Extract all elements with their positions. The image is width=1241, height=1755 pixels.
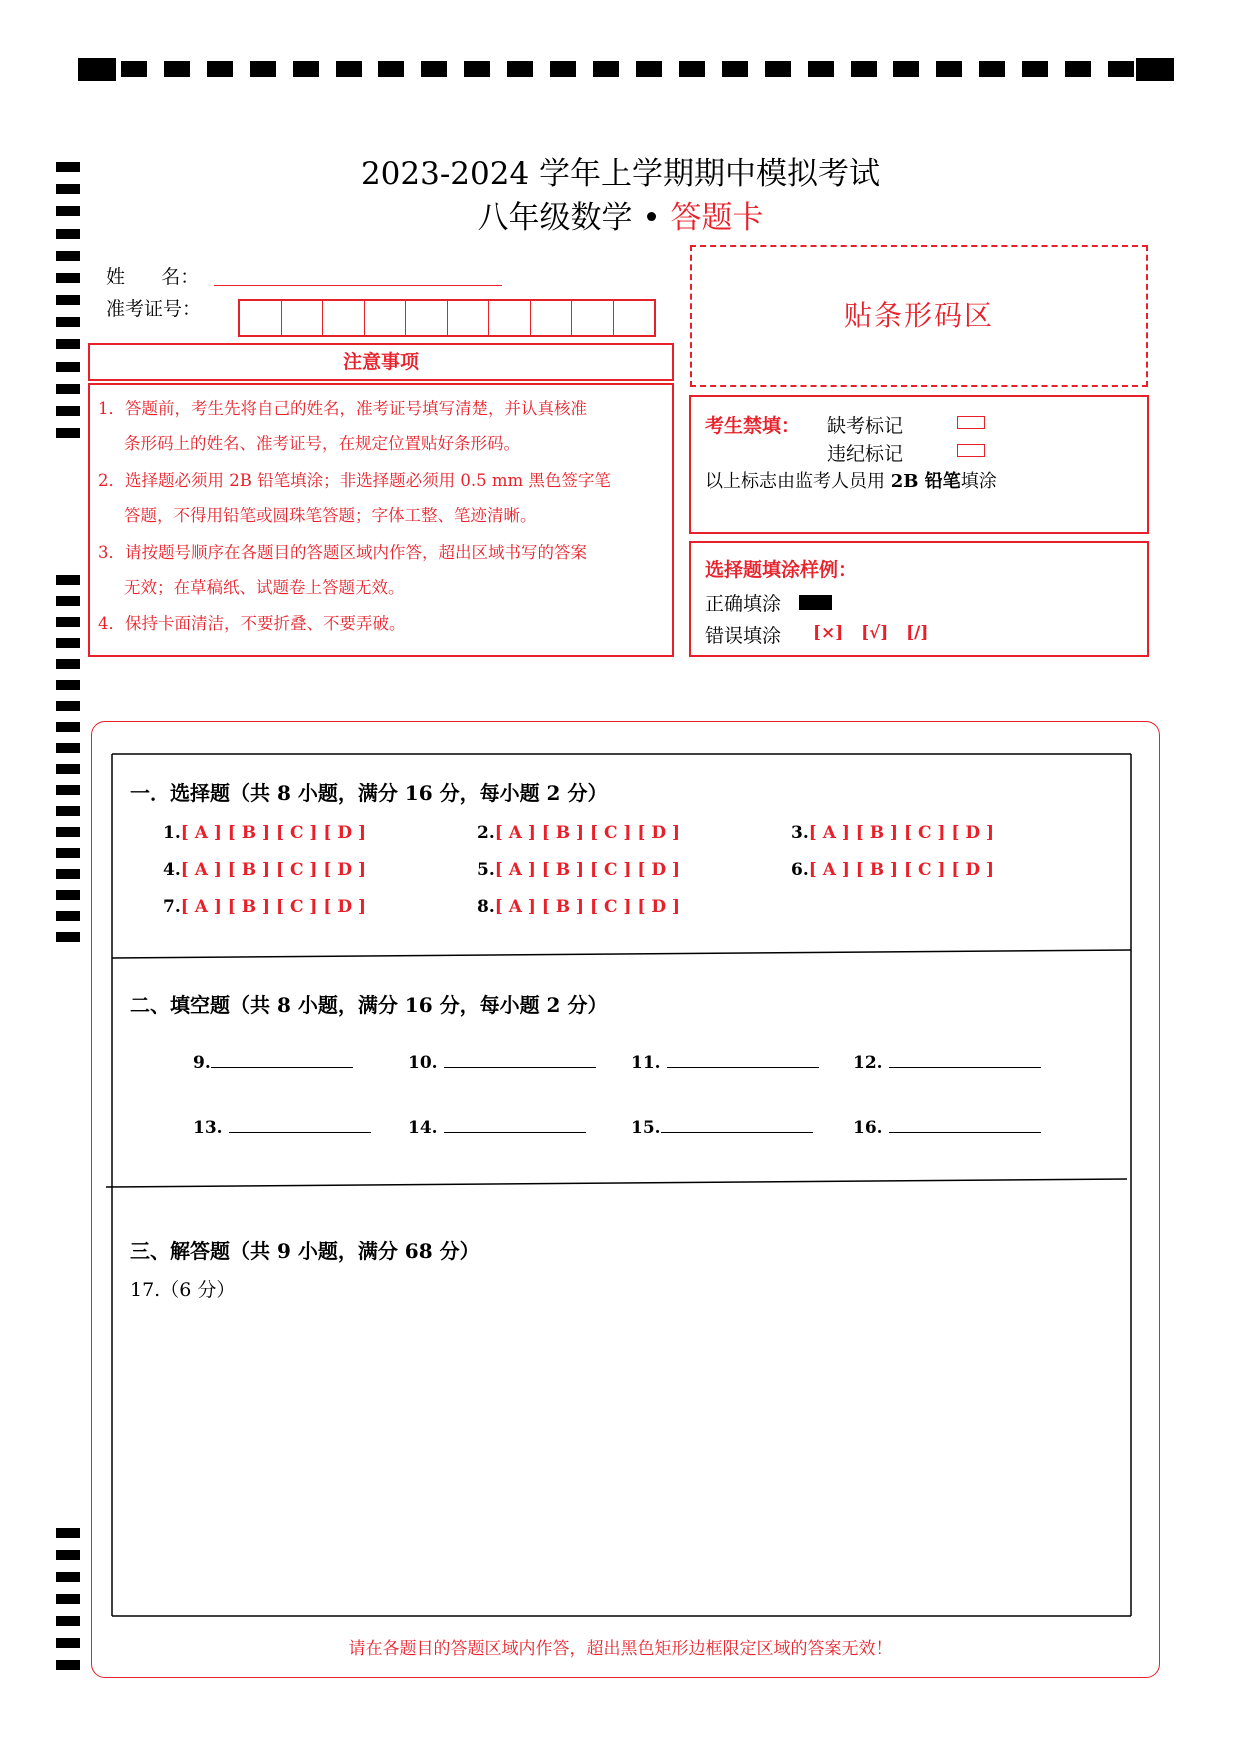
name-label: 姓 名： — [106, 266, 200, 288]
section1-title: 一．选择题（共 8 小题，满分 16 分，每小题 2 分） — [130, 781, 608, 805]
choice-question-7[interactable]: 7.[ A ] [ B ] [ C ] [ D ] — [163, 897, 367, 917]
question-17-answer-area[interactable] — [114, 1305, 1129, 1613]
blank-question-11[interactable]: 11. — [631, 1051, 819, 1073]
proctor-only-label: 考生禁填： — [705, 415, 801, 437]
absent-mark-label: 缺考标记 — [827, 415, 904, 437]
choice-question-8[interactable]: 8.[ A ] [ B ] [ C ] [ D ] — [477, 897, 681, 917]
exam-title: 2023-2024 学年上学期期中模拟考试 — [360, 156, 881, 192]
notice-line: 答题，不得用铅笔或圆珠笔答题；字体工整、笔迹清晰。 — [124, 506, 537, 525]
blank-question-13[interactable]: 13. — [193, 1116, 371, 1138]
choice-question-4[interactable]: 4.[ A ] [ B ] [ C ] [ D ] — [163, 860, 367, 880]
choice-question-6[interactable]: 6.[ A ] [ B ] [ C ] [ D ] — [791, 860, 995, 880]
section3-title: 三、解答题（共 9 小题，满分 68 分） — [130, 1239, 480, 1263]
notice-line: 2．选择题必须用 2B 铅笔填涂；非选择题必须用 0.5 mm 黑色签字笔 — [98, 471, 611, 490]
wrong-fill-label: 错误填涂 — [705, 625, 782, 647]
blank-question-10[interactable]: 10. — [408, 1051, 596, 1073]
fill-sample-title: 选择题填涂样例： — [705, 559, 858, 581]
blank-question-9[interactable]: 9. — [193, 1051, 353, 1073]
choice-question-5[interactable]: 5.[ A ] [ B ] [ C ] [ D ] — [477, 860, 681, 880]
notice-title: 注意事项 — [88, 343, 674, 381]
proctor-note: 以上标志由监考人员用 2B 铅笔填涂 — [705, 471, 997, 492]
blank-question-16[interactable]: 16. — [853, 1116, 1041, 1138]
wrong-fill-samples: [×] [√] [/] — [813, 623, 929, 643]
violation-mark-label: 违纪标记 — [827, 443, 904, 465]
choice-question-3[interactable]: 3.[ A ] [ B ] [ C ] [ D ] — [791, 823, 995, 843]
answer-card-label: 答题卡 — [670, 200, 764, 236]
notice-line: 3．请按题号顺序在各题目的答题区域内作答，超出区域书写的答案 — [98, 543, 587, 562]
footer-warning: 请在各题目的答题区域内作答，超出黑色矩形边框限定区域的答案无效！ — [348, 1639, 893, 1659]
correct-fill-label: 正确填涂 — [705, 593, 782, 615]
question-17-label: 17.（6 分） — [130, 1279, 236, 1301]
barcode-area: 贴条形码区 — [690, 245, 1148, 387]
id-label: 准考证号： — [106, 298, 202, 320]
notice-line: 无效；在草稿纸、试题卷上答题无效。 — [124, 578, 405, 597]
choice-question-2[interactable]: 2.[ A ] [ B ] [ C ] [ D ] — [477, 823, 681, 843]
notice-line: 1．答题前，考生先将自己的姓名，准考证号填写清楚，并认真核准 — [98, 399, 587, 418]
section2-title: 二、填空题（共 8 小题，满分 16 分，每小题 2 分） — [130, 993, 608, 1017]
choice-question-1[interactable]: 1.[ A ] [ B ] [ C ] [ D ] — [163, 823, 367, 843]
notice-line: 条形码上的姓名、准考证号，在规定位置贴好条形码。 — [124, 434, 520, 453]
subject-label: 八年级数学 • — [477, 200, 661, 236]
blank-question-15[interactable]: 15. — [631, 1116, 813, 1138]
blank-question-14[interactable]: 14. — [408, 1116, 586, 1138]
blank-question-12[interactable]: 12. — [853, 1051, 1041, 1073]
notice-line: 4．保持卡面清洁，不要折叠、不要弄破。 — [98, 614, 406, 633]
